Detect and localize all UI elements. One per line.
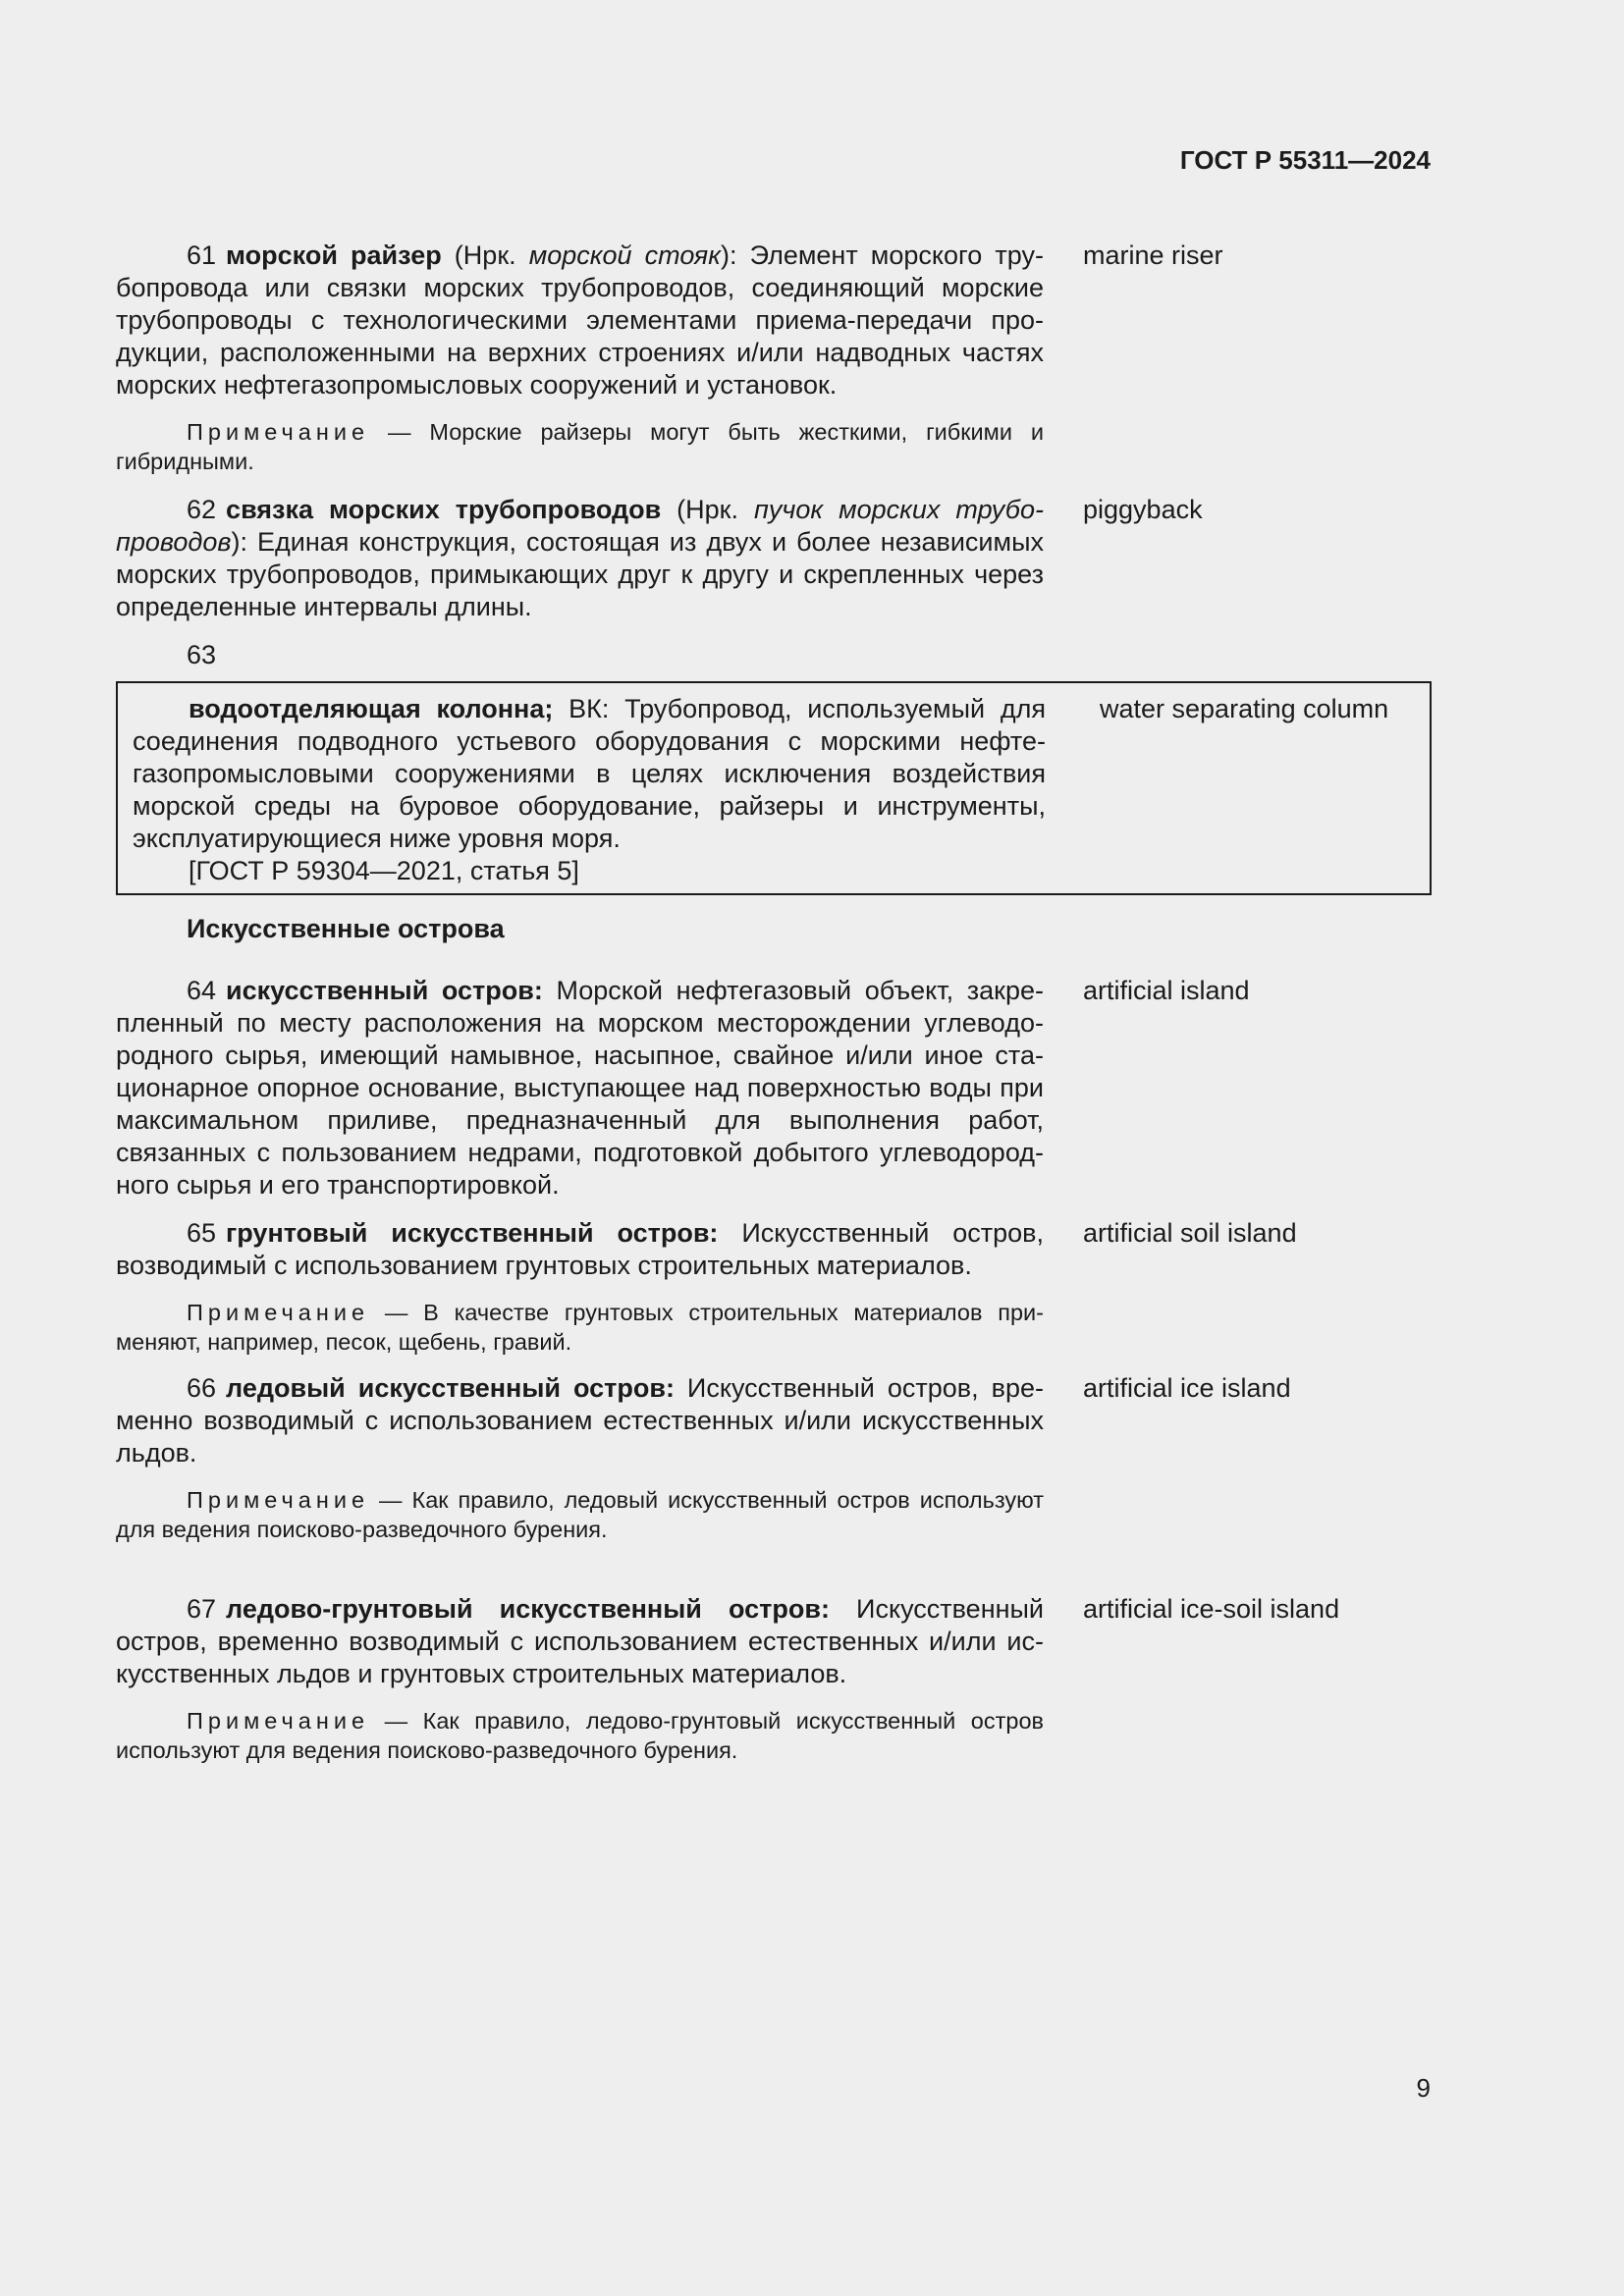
term-definition	[118, 693, 1046, 887]
term-definition-text: Искусственный остров, временно возводимый с использованием естественных и/или искусственных льдов.	[116, 1373, 1044, 1468]
term-definition-text: ВК: Трубопровод, используемый для соединения подводного устьевого оборудования с морскими нефтегазопромысловыми сооружениями в целях исключения воздействия морской среды на буровое оборудование, райзеры и инструменты, эксплуатирующиеся ниже уровня моря.	[133, 694, 1046, 853]
term-entry-64	[116, 975, 1432, 1201]
term-entry-63-boxed	[116, 681, 1432, 895]
term-entry-62	[116, 494, 1432, 623]
term-note	[116, 1485, 1044, 1544]
term-english: piggyback	[1083, 495, 1203, 524]
term-number: 67	[187, 1594, 217, 1624]
term-alias-prefix: (Нрк.	[661, 495, 754, 524]
term-definition-text: Искусственный остров, временно возводимый с использованием естественных и/или искусственных льдов и грунтовых строительных материалов.	[116, 1594, 1045, 1688]
term-note	[116, 1706, 1044, 1765]
term-definition-text: ): Элемент морского трубопровода или связки морских трубопроводов, соединяющий морские трубопроводы с технологическими элементами приема-передачи продукции, расположенными на верхних строениях и/или надводных частях морских нефтегазопромысловых сооружений и установок.	[116, 240, 1044, 400]
note-label: Примечание	[187, 419, 370, 445]
term-name: ледово-грунтовый искусственный остров:	[226, 1594, 830, 1624]
term-name: водоотделяющая колонна;	[189, 694, 554, 723]
term-english: artificial ice island	[1083, 1373, 1291, 1403]
term-entry-67	[116, 1593, 1432, 1690]
term-number: 63	[187, 640, 217, 669]
terms-content	[116, 240, 1432, 1765]
term-entry-61	[116, 240, 1432, 401]
document-header: ГОСТ Р 55311—2024	[1179, 145, 1431, 175]
term-definition	[116, 975, 1044, 1201]
term-entry-65	[116, 1217, 1432, 1282]
term-english: artificial ice-soil island	[1083, 1594, 1340, 1624]
term-definition	[116, 240, 1044, 401]
note-text: — В качестве грунтовых строительных материалов применяют, например, песок, щебень, гравий.	[116, 1300, 1044, 1355]
term-note	[116, 417, 1044, 476]
term-english: water separating column	[1100, 694, 1389, 723]
term-name: искусственный остров:	[226, 976, 543, 1005]
term-english: artificial soil island	[1083, 1218, 1297, 1248]
term-alias: морской стояк	[528, 240, 721, 270]
term-entry-66	[116, 1372, 1432, 1469]
note-text: — Морские райзеры могут быть жесткими, гибкими и гибридными.	[116, 419, 1044, 474]
term-english: artificial island	[1083, 976, 1250, 1005]
term-name: морской райзер	[226, 240, 442, 270]
term-note	[116, 1298, 1044, 1357]
term-reference: [ГОСТ Р 59304—2021, статья 5]	[189, 856, 579, 885]
term-name: ледовый искусственный остров:	[226, 1373, 675, 1403]
term-definition	[116, 1372, 1044, 1469]
term-alias-prefix: (Нрк.	[441, 240, 529, 270]
term-definition-text: Искусственный остров, возводимый с использованием грунтовых строительных материалов.	[116, 1218, 1044, 1280]
term-definition	[116, 1593, 1044, 1690]
note-label: Примечание	[187, 1300, 370, 1325]
page-number: 9	[1416, 2073, 1431, 2103]
note-label: Примечание	[187, 1487, 370, 1513]
term-english: marine riser	[1083, 240, 1223, 270]
term-number: 61	[187, 240, 217, 270]
term-number: 62	[187, 495, 217, 524]
term-name: грунтовый искусственный остров:	[226, 1218, 719, 1248]
term-definition	[116, 494, 1044, 623]
note-text: — Как правило, ледово-грунтовый искусственный остров используют для ведения поисково-разведочного бурения.	[116, 1708, 1044, 1763]
term-definition-text: Морской нефтегазовый объект, закрепленный по месту расположения на морском месторождении углеводородного сырья, имеющий намывное, насыпное, свайное и/или иное стационарное опорное основание, выступающее над поверхностью воды при максимальном приливе, предназначенный для выполнения работ, связанных с пользованием недрами, подготовкой добытого углеводородного сырья и его транспортировкой.	[116, 976, 1044, 1200]
section-title: Искусственные острова	[187, 914, 505, 943]
term-definition-text: ): Единая конструкция, состоящая из двух и более независимых морских трубопроводов, примыкающих друг к другу и скрепленных через определенные интервалы длины.	[116, 527, 1044, 621]
term-definition	[116, 1217, 1044, 1282]
term-name: связка морских трубопроводов	[226, 495, 662, 524]
term-alias: пучок морских трубопроводов	[116, 495, 1044, 557]
note-text: — Как правило, ледовый искусственный остров используют для ведения поисково-разведочного бурения.	[116, 1487, 1044, 1542]
term-number: 66	[187, 1373, 217, 1403]
term-number: 65	[187, 1218, 217, 1248]
note-label: Примечание	[187, 1708, 370, 1734]
term-number: 64	[187, 976, 217, 1005]
